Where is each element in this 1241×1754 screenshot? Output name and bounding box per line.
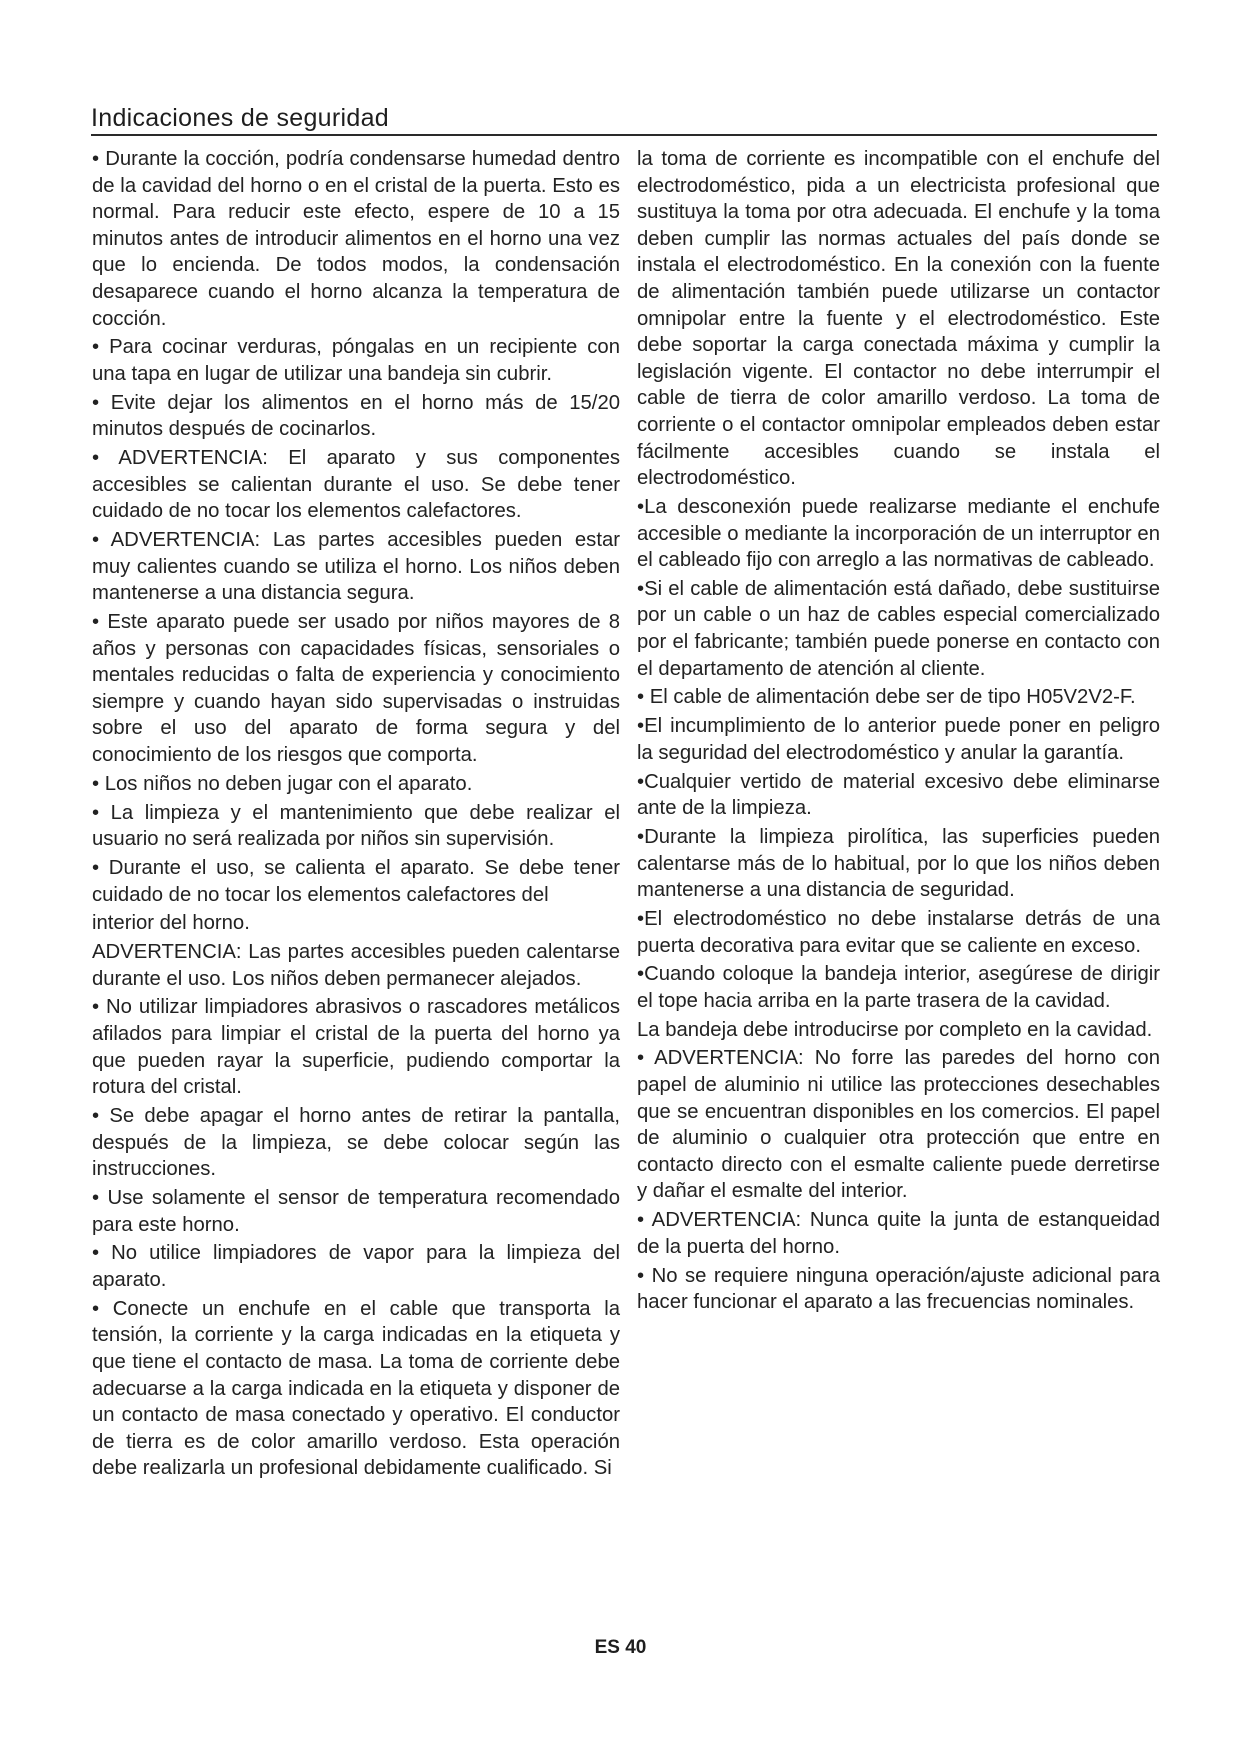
paragraph: ADVERTENCIA: Las partes accesibles pueden calentarse durante el uso. Los niños deben permanecer alejados.	[92, 941, 620, 990]
paragraph: • Los niños no deben jugar con el aparato.	[92, 772, 473, 795]
paragraph: • ADVERTENCIA: Nunca quite la junta de estanqueidad de la puerta del horno.	[637, 1209, 1160, 1258]
left-column	[92, 146, 620, 1484]
paragraph: • No utilice limpiadores de vapor para la limpieza del aparato.	[92, 1242, 620, 1291]
paragraph: •El electrodoméstico no debe instalarse detrás de una puerta decorativa para evitar que se caliente en exceso.	[637, 907, 1160, 957]
page-title: Indicaciones de seguridad	[91, 104, 389, 132]
paragraph: • ADVERTENCIA: No forre las paredes del horno con papel de aluminio ni utilice las protecciones desechables que se encuentran disponibles en los comercios. El papel de aluminio o cualquier otra protección que entre en contacto directo con el esmalte caliente puede derretirse y dañar el esmalte del interior.	[637, 1047, 1160, 1203]
paragraph: •La desconexión puede realizarse mediante el enchufe accesible o mediante la incorporación de un interruptor en el cableado fijo con arreglo a las normativas de cableado.	[637, 495, 1160, 572]
paragraph: • ADVERTENCIA: El aparato y sus componentes accesibles se calientan durante el uso. Se debe tener cuidado de no tocar los elementos calefactores.	[92, 447, 620, 523]
page-number: ES 40	[594, 1637, 647, 1658]
paragraph: • Use solamente el sensor de temperatura recomendado para este horno.	[92, 1187, 620, 1236]
paragraph: • ADVERTENCIA: Las partes accesibles pueden estar muy calientes cuando se utiliza el horno. Los niños deben mantenerse a una distancia segura.	[92, 529, 620, 605]
paragraph: •Cualquier vertido de material excesivo debe eliminarse ante de la limpieza.	[637, 770, 1160, 820]
paragraph: • Durante la cocción, podría condensarse humedad dentro de la cavidad del horno o en el cristal de la puerta. Esto es normal. Para reducir este efecto, espere de 10 a 15 minutos antes de introducir alimentos en el horno una vez que lo encienda. De todos modos, la condensación desaparece cuando el horno alcanza la temperatura de cocción.	[92, 148, 620, 330]
paragraph: • Conecte un enchufe en el cable que transporta la tensión, la corriente y la carga indicadas en la etiqueta y que tiene el contacto de masa. La toma de corriente debe adecuarse a la carga indicada en la etiqueta y disponer de un contacto de masa conectado y operativo. El conductor de tierra es de color amarillo verdoso. Esta operación debe realizarla un profesional debidamente cualificado. Si	[92, 1297, 620, 1480]
paragraph: La bandeja debe introducirse por completo en la cavidad.	[637, 1018, 1153, 1041]
paragraph: •El incumplimiento de lo anterior puede poner en peligro la seguridad del electrodoméstico y anular la garantía.	[637, 715, 1160, 764]
paragraph: la toma de corriente es incompatible con el enchufe del electrodoméstico, pida a un electricista profesional que sustituya la toma por otra adecuada. El enchufe y la toma deben cumplir las normas actuales del país donde se instala el electrodoméstico. En la conexión con la fuente de alimentación también puede utilizarse un contactor omnipolar entre la fuente y el electrodoméstico. Este debe soportar la carga conectada máxima y cumplir la legislación vigente. El contactor no debe interrumpir el cable de tierra de color amarillo verdoso. La toma de corriente o el contactor omnipolar empleados deben estar fácilmente accesibles cuando se instala el electrodoméstico.	[637, 148, 1160, 490]
paragraph: • Este aparato puede ser usado por niños mayores de 8 años y personas con capacidades físicas, sensoriales o mentales reducidas o falta de experiencia y conocimiento siempre y cuando hayan sido supervisadas o instruidas sobre el uso del aparato de forma segura y del conocimiento de los riesgos que comporta.	[92, 611, 620, 766]
paragraph: • No utilizar limpiadores abrasivos o rascadores metálicos afilados para limpiar el cristal de la puerta del horno ya que pueden rayar la superficie, pudiendo comportar la rotura del cristal.	[92, 996, 620, 1099]
paragraph: • Durante el uso, se calienta el aparato. Se debe tener cuidado de no tocar los elementos calefactores del	[92, 856, 620, 906]
paragraph: interior del horno.	[92, 912, 250, 935]
paragraph: • Evite dejar los alimentos en el horno más de 15/20 minutos después de cocinarlos.	[92, 391, 620, 441]
page-header	[91, 100, 1157, 136]
paragraph: •Si el cable de alimentación está dañado, debe sustituirse por un cable o un haz de cables especial comercializado por el fabricante; también puede ponerse en contacto con el departamento de atención al cliente.	[637, 577, 1160, 680]
paragraph: • Se debe apagar el horno antes de retirar la pantalla, después de la limpieza, se debe colocar según las instrucciones.	[92, 1105, 620, 1181]
paragraph: •Durante la limpieza pirolítica, las superficies pueden calentarse más de lo habitual, por lo que los niños deben mantenerse a una distancia de seguridad.	[637, 825, 1160, 902]
paragraph: • Para cocinar verduras, póngalas en un recipiente con una tapa en lugar de utilizar una bandeja sin cubrir.	[92, 336, 620, 385]
right-column	[637, 146, 1160, 1318]
paragraph: • No se requiere ninguna operación/ajuste adicional para hacer funcionar el aparato a las frecuencias nominales.	[637, 1264, 1160, 1314]
paragraph: •Cuando coloque la bandeja interior, asegúrese de dirigir el tope hacia arriba en la parte trasera de la cavidad.	[637, 963, 1160, 1012]
paragraph: • El cable de alimentación debe ser de tipo H05V2V2-F.	[637, 686, 1136, 709]
paragraph: • La limpieza y el mantenimiento que debe realizar el usuario no será realizada por niños sin supervisión.	[92, 801, 620, 851]
